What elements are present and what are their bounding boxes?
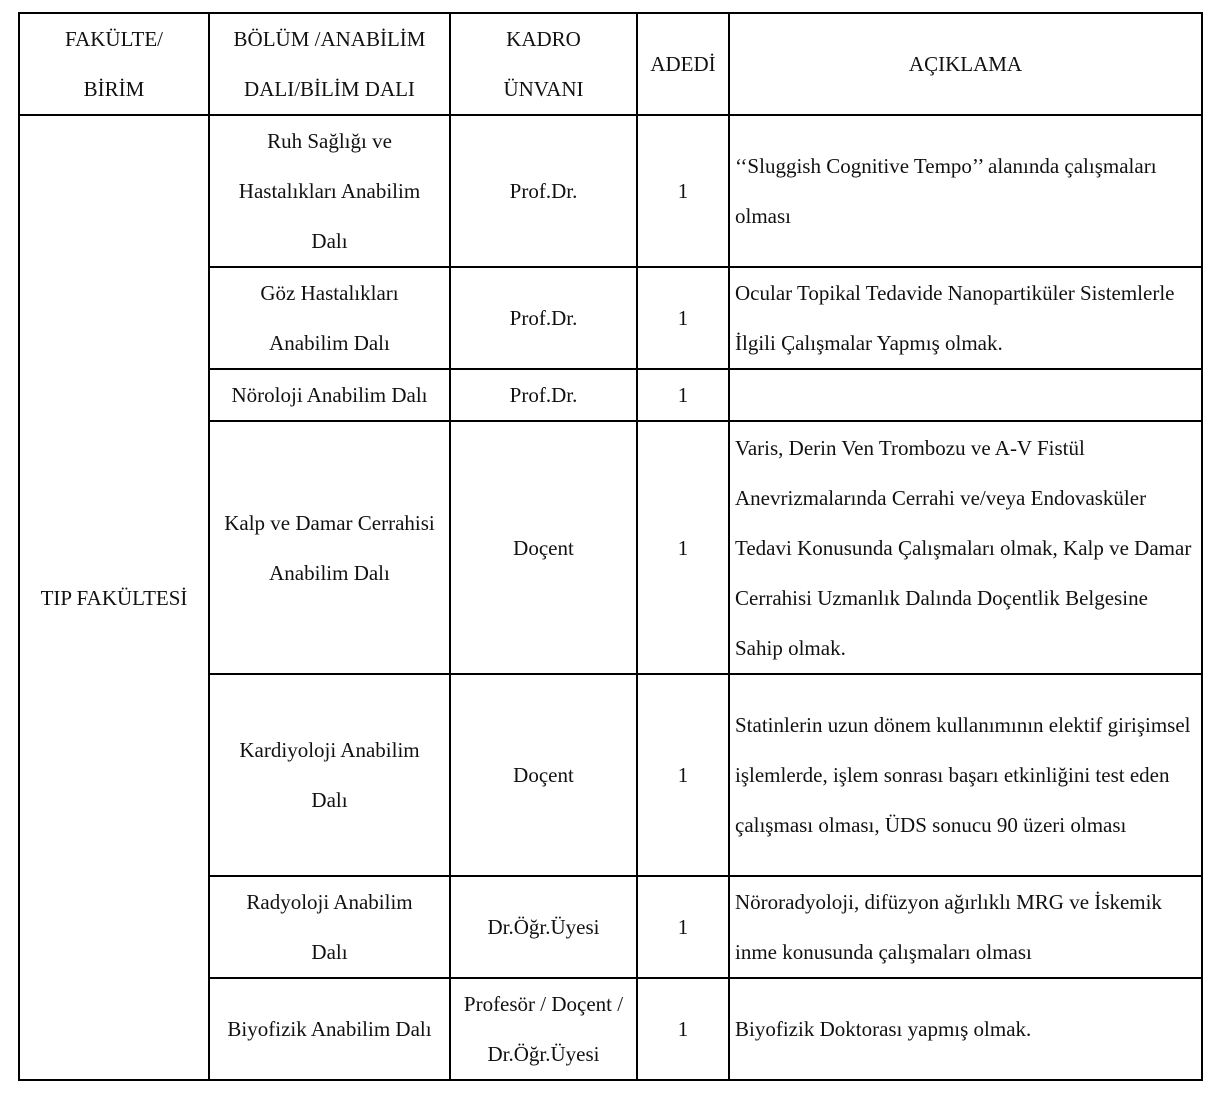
department-name: Nöroloji Anabilim Dalı [231, 383, 428, 407]
description-cell [729, 978, 1202, 1080]
header-title-label: KADRO ÜNVANI [503, 27, 584, 101]
title-cell [450, 267, 637, 369]
department-name: Ruh Sağlığı ve Hastalıkları Anabilim Dalı [238, 129, 421, 253]
position-count: 1 [677, 383, 689, 407]
header-description [729, 13, 1202, 115]
position-description: Ocular Topikal Tedavide Nanopartiküler Sistemlerle İlgili Çalışmalar Yapmış olmak. [735, 281, 1175, 355]
description-cell [729, 876, 1202, 978]
position-title: Profesör / Doçent / Dr.Öğr.Üyesi [463, 992, 624, 1066]
table-row [19, 115, 1202, 267]
positions-table [18, 12, 1203, 1081]
department-cell [209, 978, 450, 1080]
faculty-name: TIP FAKÜLTESİ [40, 585, 188, 610]
header-count-label: ADEDİ [650, 52, 716, 76]
header-faculty-label: FAKÜLTE/ BİRİM [64, 27, 163, 101]
department-cell [209, 876, 450, 978]
header-row [19, 13, 1202, 115]
position-title: Doçent [513, 535, 574, 560]
count-cell [637, 267, 729, 369]
title-cell [450, 978, 637, 1080]
position-title: Prof.Dr. [509, 306, 578, 330]
header-department [209, 13, 450, 115]
description-cell [729, 421, 1202, 674]
department-name: Radyoloji Anabilim Dalı [246, 890, 413, 964]
position-count: 1 [677, 1017, 689, 1041]
count-cell [637, 421, 729, 674]
department-cell [209, 115, 450, 267]
position-description: Varis, Derin Ven Trombozu ve A-V Fistül Anevrizmalarında Cerrahi ve/veya Endovasküler Tedavi Konusunda Çalışmaları olmak, Kalp ve Damar Cerrahisi Uzmanlık Dalında Doçentlik Belgesine Sahip olmak. [735, 435, 1192, 660]
description-cell [729, 267, 1202, 369]
department-cell [209, 267, 450, 369]
department-cell [209, 674, 450, 876]
department-cell [209, 369, 450, 421]
description-cell [729, 674, 1202, 876]
header-count [637, 13, 729, 115]
position-title: Doçent [513, 763, 574, 787]
department-name: Kalp ve Damar Cerrahisi Anabilim Dalı [224, 510, 435, 585]
position-title: Prof.Dr. [509, 179, 578, 203]
faculty-cell [19, 115, 209, 1080]
count-cell [637, 115, 729, 267]
title-cell [450, 674, 637, 876]
count-cell [637, 876, 729, 978]
count-cell [637, 978, 729, 1080]
position-description: ‘‘Sluggish Cognitive Tempo’’ alanında çalışmaları olması [735, 154, 1157, 228]
count-cell [637, 674, 729, 876]
header-faculty [19, 13, 209, 115]
position-count: 1 [677, 915, 689, 939]
header-description-label: AÇIKLAMA [908, 52, 1023, 76]
department-cell [209, 421, 450, 674]
position-count: 1 [677, 306, 689, 330]
department-name: Göz Hastalıkları Anabilim Dalı [260, 281, 399, 355]
title-cell [450, 876, 637, 978]
position-count: 1 [677, 535, 689, 560]
description-cell [729, 115, 1202, 267]
title-cell [450, 369, 637, 421]
department-name: Biyofizik Anabilim Dalı [227, 1017, 432, 1041]
count-cell [637, 369, 729, 421]
position-description: Nöroradyoloji, difüzyon ağırlıklı MRG ve İskemik inme konusunda çalışmaları olması [735, 890, 1162, 964]
department-name: Kardiyoloji Anabilim Dalı [239, 738, 420, 812]
position-description: Statinlerin uzun dönem kullanımının elektif girişimsel işlemlerde, işlem sonrası başarı etkinliğini test eden çalışması olması, ÜDS sonucu 90 üzeri olması [735, 713, 1191, 837]
title-cell [450, 421, 637, 674]
position-description: Biyofizik Doktorası yapmış olmak. [735, 1017, 1032, 1041]
description-cell [729, 369, 1202, 421]
position-title: Dr.Öğr.Üyesi [487, 915, 600, 939]
header-title [450, 13, 637, 115]
position-count: 1 [677, 179, 689, 203]
position-count: 1 [677, 763, 689, 787]
position-title: Prof.Dr. [509, 383, 578, 407]
title-cell [450, 115, 637, 267]
header-department-label: BÖLÜM /ANABİLİM DALI/BİLİM DALI [233, 27, 426, 101]
